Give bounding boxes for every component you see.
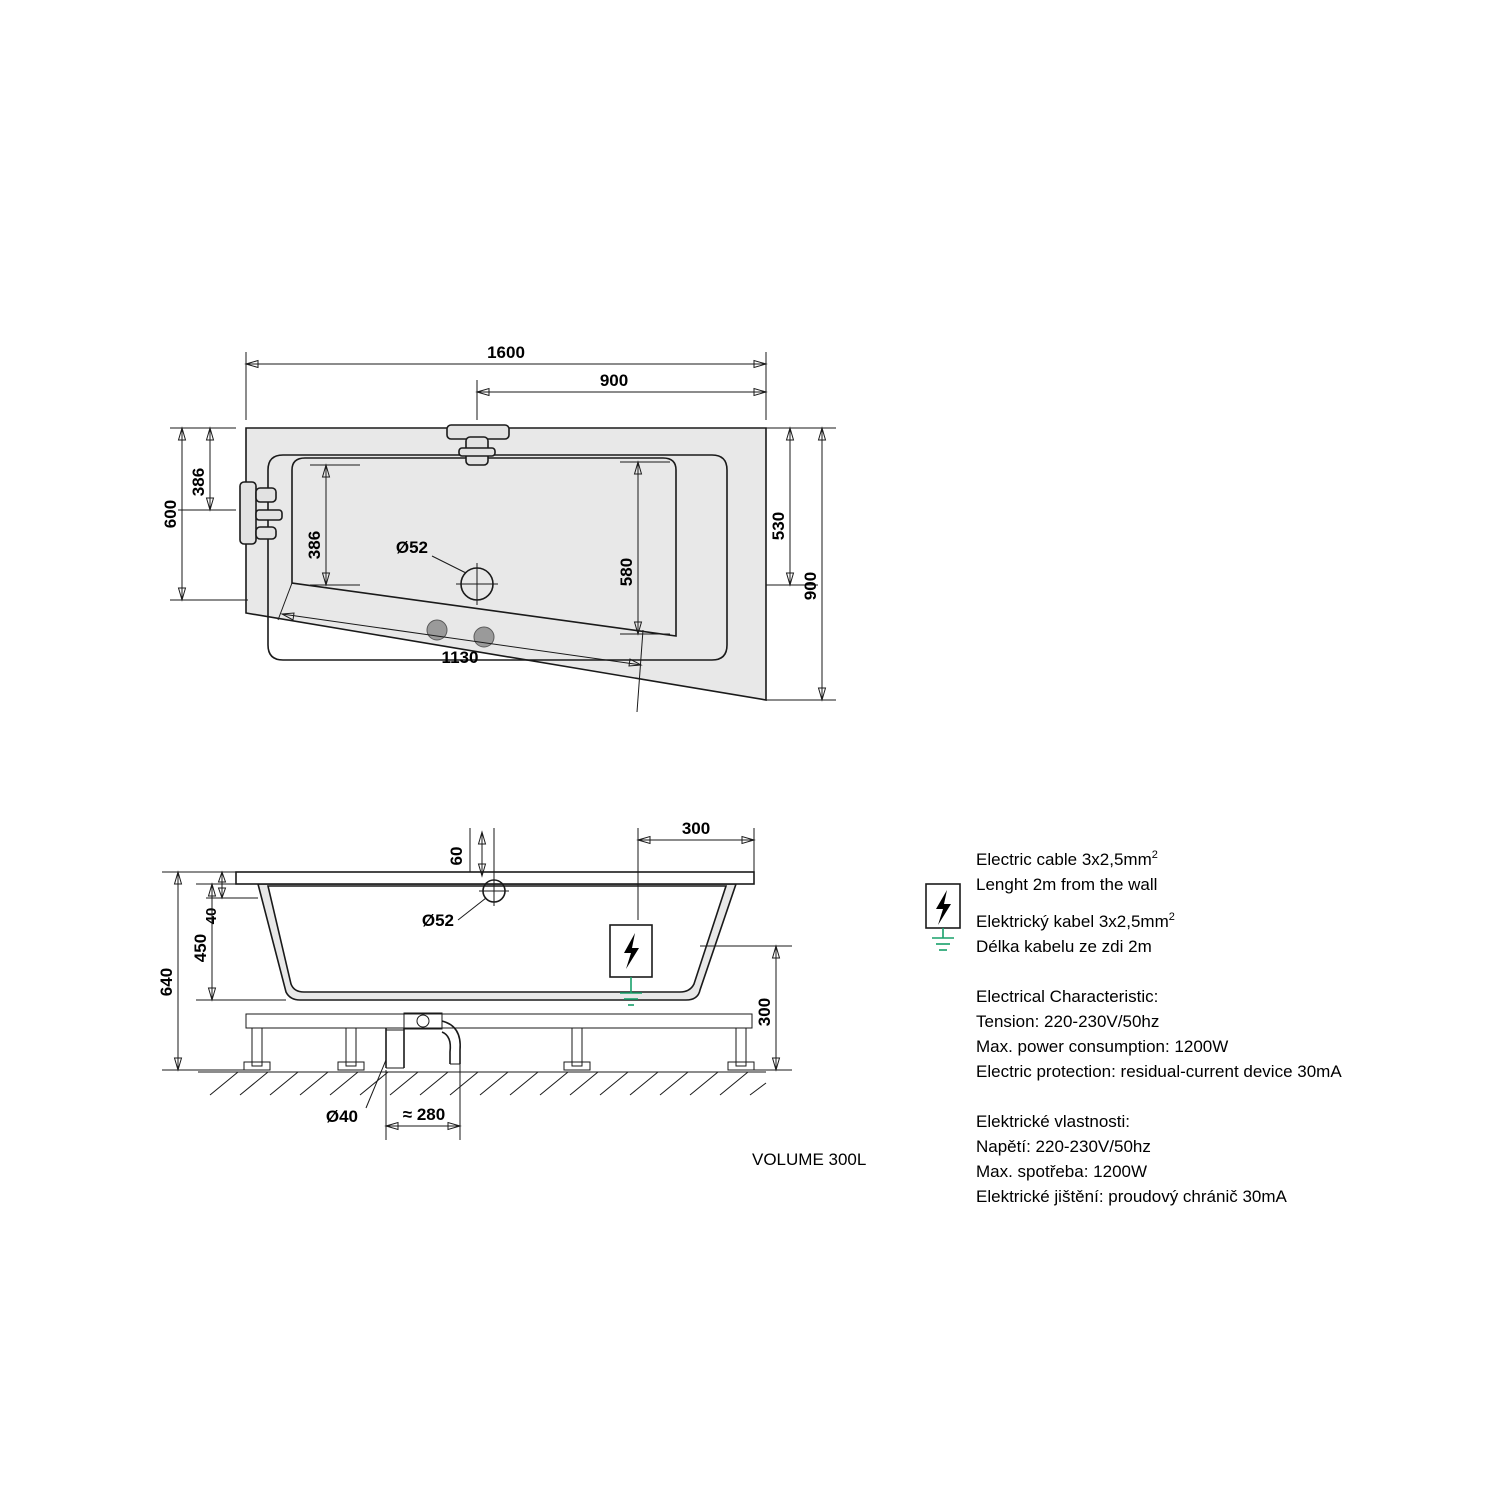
diameter-40-label: Ø40 [325, 1107, 358, 1126]
cable-note-cs-line1: Elektrický kabel 3x2,5mm$^2$ [976, 911, 1175, 931]
dimension-386-left [178, 428, 236, 510]
dimension-530-label: 530 [769, 511, 788, 541]
electrical-en-line-3: Electric protection: residual-current device 30mA [976, 1062, 1342, 1081]
dimension-530 [766, 428, 818, 585]
dimension-300-right-label: 300 [755, 997, 774, 1027]
dimension-900-right-label: 900 [801, 571, 820, 601]
electrical-en-line-1: Tension: 220-230V/50hz [976, 1012, 1160, 1031]
dimension-300-top-label: 300 [681, 819, 711, 838]
dimension-approx-280-label: ≈ 280 [402, 1105, 446, 1124]
dimension-60-label: 60 [447, 846, 466, 866]
dimension-640-label: 640 [157, 967, 176, 997]
cable-note-en-line1: Electric cable 3x2,5mm$^2$ [976, 849, 1158, 869]
top-view-group [161, 343, 836, 712]
bath-front-rim [236, 872, 754, 884]
lightning-bolt-icon [926, 884, 960, 928]
left-handle-assembly [240, 482, 282, 544]
front-view-group [157, 819, 866, 1169]
diameter-52-front-label: Ø52 [421, 911, 454, 930]
cable-note-cs-line2: Délka kabelu ze zdi 2m [976, 937, 1152, 956]
diameter-52-top-label: Ø52 [395, 538, 428, 557]
electrical-cs-line-1: Napětí: 220-230V/50hz [976, 1137, 1151, 1156]
dimension-1600-label: 1600 [487, 343, 525, 362]
electrical-cs-heading: Elektrické vlastnosti: [976, 1112, 1130, 1131]
electrical-en-line-2: Max. power consumption: 1200W [976, 1037, 1229, 1056]
dimension-900-right [766, 428, 836, 700]
dimension-1600 [246, 343, 766, 420]
floor-hatching [198, 1072, 766, 1095]
dimension-600-label: 600 [161, 499, 180, 529]
dimension-600 [161, 428, 248, 600]
dimension-640 [157, 872, 244, 1070]
electrical-cs-line-3: Elektrické jištění: proudový chránič 30mA [976, 1187, 1287, 1206]
electrical-cs-line-2: Max. spotřeba: 1200W [976, 1162, 1148, 1181]
dimension-386-left-label: 386 [189, 467, 208, 497]
dimension-1130-label: 1130 [441, 648, 479, 667]
dimension-580-label: 580 [617, 557, 636, 587]
electrical-en-heading: Electrical Characteristic: [976, 987, 1159, 1006]
dimension-900-top-label: 900 [599, 371, 629, 390]
siphon-assembly [386, 1013, 460, 1068]
ground-symbol-icon [932, 928, 954, 950]
dimension-386-inner-label: 386 [305, 530, 324, 560]
dimension-450-label: 450 [191, 933, 210, 963]
support-frame [244, 1014, 754, 1070]
product-title: VOLUME 300L [752, 1150, 867, 1169]
dimension-40-label: 40 [203, 907, 220, 925]
notes-panel [926, 849, 1342, 1206]
cable-note-en-line2: Lenght 2m from the wall [976, 875, 1158, 894]
dimension-900-top [477, 371, 766, 420]
dimension-approx-280 [386, 1064, 460, 1140]
